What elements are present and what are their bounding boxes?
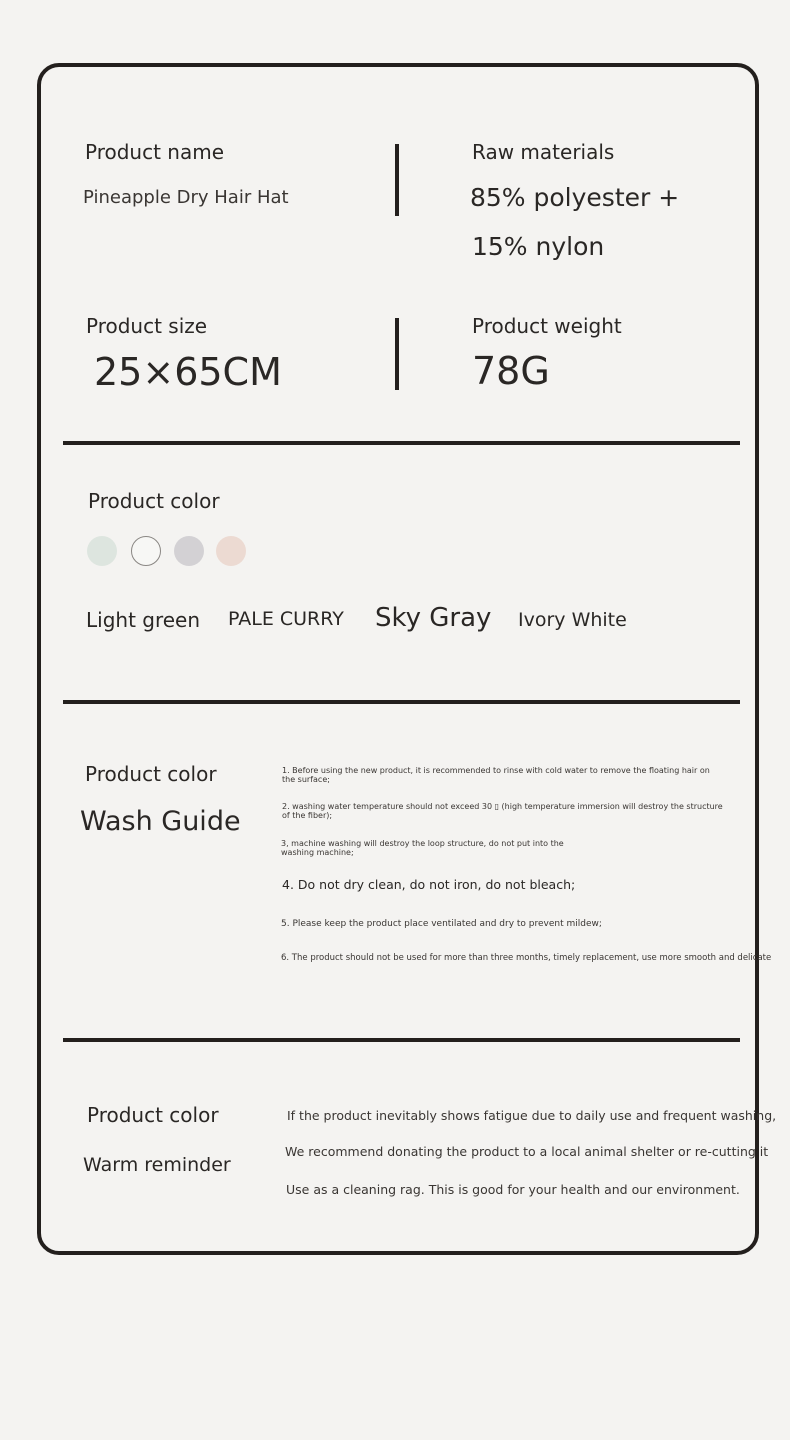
product-name-value: Pineapple Dry Hair Hat	[83, 187, 289, 208]
wash-item-6: 6. The product should not be used for more than three months, timely replacement, use more smooth and delicate	[281, 953, 772, 963]
section-divider	[63, 1038, 740, 1042]
wash-item-3: 3, machine washing will destroy the loop structure, do not put into the washing machine;	[281, 839, 564, 857]
product-color-label: Product color	[88, 489, 220, 513]
color-name-sky-gray: Sky Gray	[375, 603, 492, 633]
product-name-label: Product name	[85, 140, 225, 164]
color-name-pale-curry: PALE CURRY	[228, 608, 344, 630]
color-swatch-white	[131, 536, 161, 566]
product-size-value: 25×65CM	[94, 350, 282, 394]
product-info-card	[37, 63, 759, 1255]
color-swatch-pink	[216, 536, 246, 566]
reminder-line-2: We recommend donating the product to a local animal shelter or re-cutting it	[285, 1144, 769, 1159]
reminder-line-1: If the product inevitably shows fatigue due to daily use and frequent washing,	[287, 1108, 777, 1123]
color-swatch-gray	[174, 536, 204, 566]
wash-section-label: Product color	[85, 762, 217, 786]
raw-materials-line2: 15% nylon	[472, 232, 605, 261]
raw-materials-label: Raw materials	[472, 140, 615, 164]
product-weight-label: Product weight	[472, 314, 622, 338]
color-name-ivory-white: Ivory White	[518, 609, 627, 631]
wash-item-2: 2. washing water temperature should not exceed 30 ▯ (high temperature immersion will destroy the structure of the fiber);	[282, 802, 723, 820]
reminder-section-label: Product color	[87, 1103, 219, 1127]
product-size-label: Product size	[86, 314, 208, 338]
color-name-light-green: Light green	[86, 608, 201, 632]
color-swatch-light-green	[87, 536, 117, 566]
wash-item-1: 1. Before using the new product, it is recommended to rinse with cold water to remove the floating hair on the surface;	[282, 766, 710, 784]
divider-vertical	[395, 144, 399, 216]
section-divider	[63, 441, 740, 445]
reminder-line-3: Use as a cleaning rag. This is good for your health and our environment.	[286, 1182, 740, 1197]
section-divider	[63, 700, 740, 704]
product-weight-value: 78G	[472, 349, 550, 393]
wash-item-5: 5. Please keep the product place ventilated and dry to prevent mildew;	[281, 919, 602, 929]
warm-reminder-title: Warm reminder	[83, 1154, 231, 1176]
divider-vertical	[395, 318, 399, 390]
wash-item-4: 4. Do not dry clean, do not iron, do not bleach;	[282, 877, 576, 892]
wash-guide-title: Wash Guide	[80, 806, 241, 837]
raw-materials-line1: 85% polyester +	[470, 183, 680, 212]
